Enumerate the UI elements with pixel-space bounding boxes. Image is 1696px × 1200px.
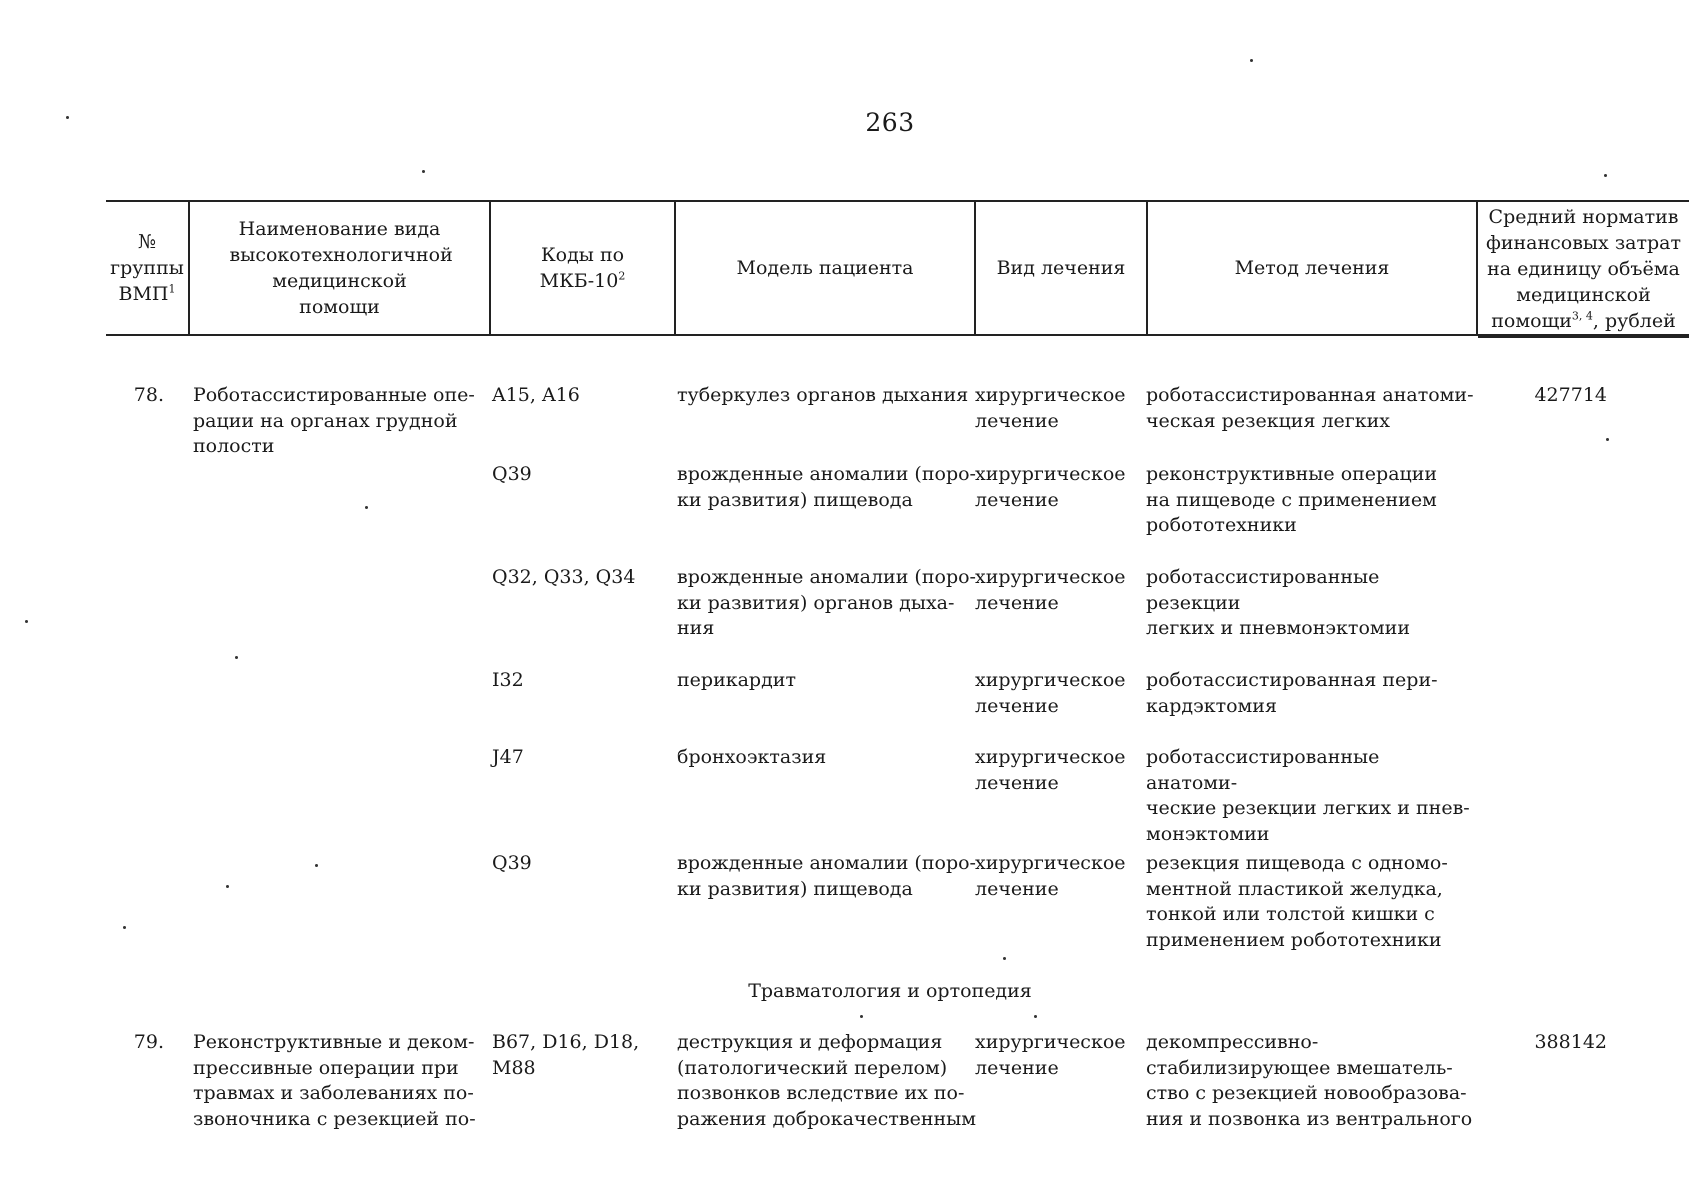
scan-speck [860,1015,863,1018]
header-treatment-type [976,202,1148,334]
scan-speck [315,864,318,867]
cell-codes: Q39 [492,463,532,485]
scan-speck [1003,957,1006,960]
cell-model: врожденные аномалии (поро- ки развития) органов дыха- ния [677,566,976,639]
cell-type: хирургическое лечение [975,566,1126,614]
scan-speck [123,926,126,929]
header-name [190,202,491,334]
scan-speck [25,620,28,623]
cell-type: хирургическое лечение [975,1031,1126,1079]
cell-type: хирургическое лечение [975,852,1126,900]
cell-model: врожденные аномалии (поро- ки развития) пищевода [677,852,976,900]
cell-model: бронхоэктазия [677,746,827,768]
cell-codes: Q39 [492,852,532,874]
cell-method: роботассистированные анатоми- ческие резекции легких и пнев- монэктомии [1146,746,1470,845]
header-method-text: Метод лечения [1234,257,1390,279]
cell-method: роботассистированная пери- кардэктомия [1146,669,1438,717]
section-title: Травматология и ортопедия [748,980,1032,1002]
cell-method: резекция пищевода с одномо- ментной пластикой желудка, тонкой или толстой кишки с применением робототехники [1146,852,1448,951]
scan-speck [1250,59,1253,62]
cell-type: хирургическое лечение [975,384,1126,432]
cell-model: перикардит [677,669,796,691]
table-header [106,200,1689,336]
cell-price: 427714 [1534,384,1607,406]
cell-codes: I32 [492,669,524,691]
header-codes [491,202,676,334]
cell-type: хирургическое лечение [975,669,1126,717]
header-codes-text: Коды по МКБ-10 [539,244,625,292]
cell-type: хирургическое лечение [975,463,1126,511]
header-cost-suffix: , рублей [1592,310,1676,332]
header-treatment-type-text: Вид лечения [996,257,1126,279]
scan-speck [365,506,368,509]
page-number: 263 [865,108,915,137]
cell-method: роботассистированные резекции легких и пневмонэктомии [1146,566,1410,639]
cell-price: 388142 [1534,1031,1607,1053]
scan-speck [1034,1015,1037,1018]
cell-codes: J47 [492,746,524,768]
header-group-no-text: № группы ВМП [110,231,184,305]
cell-number: 78. [133,384,164,406]
header-cost [1478,202,1689,338]
scan-speck [1606,438,1609,441]
header-method [1148,202,1478,334]
header-cost-text: Средний норматив финансовых затрат на единицу объёма медицинской помощи [1485,206,1682,332]
header-cost-sup: 3, 4 [1571,309,1593,323]
cell-method: реконструктивные операции на пищеводе с применением робототехники [1146,463,1438,536]
cell-codes: B67, D16, D18, M88 [492,1031,640,1079]
header-group-no-sup: 1 [168,282,176,296]
header-codes-sup: 2 [618,269,626,283]
cell-name: Реконструктивные и деком- прессивные операции при травмах и заболеваниях по- звоночника с резекцией по- [193,1031,476,1130]
cell-number: 79. [133,1031,164,1053]
header-patient-model [676,202,976,334]
scan-speck [226,885,229,888]
scan-speck [235,656,238,659]
scan-speck [66,116,69,119]
cell-method: декомпрессивно- стабилизирующее вмешатель- ство с резекцией новообразова- ния и позвонка из вентрального [1146,1031,1473,1130]
cell-type: хирургическое лечение [975,746,1126,794]
scan-speck [1604,174,1607,177]
cell-model: туберкулез органов дыхания [677,384,969,406]
header-name-text: Наименование вида высокотехнологичной медицинской помощи [229,218,453,318]
header-group-no [106,202,190,334]
cell-name: Роботассистированные опе- рации на органах грудной полости [193,384,475,457]
cell-codes: A15, A16 [492,384,580,406]
cell-method: роботассистированная анатоми- ческая резекция легких [1146,384,1474,432]
cell-model: врожденные аномалии (поро- ки развития) пищевода [677,463,976,511]
cell-codes: Q32, Q33, Q34 [492,566,636,588]
scan-speck [422,170,425,173]
cell-model: деструкция и деформация (патологический перелом) позвонков вследствие их по- ражения доброкачественным [677,1031,977,1130]
header-patient-model-text: Модель пациента [736,257,914,279]
